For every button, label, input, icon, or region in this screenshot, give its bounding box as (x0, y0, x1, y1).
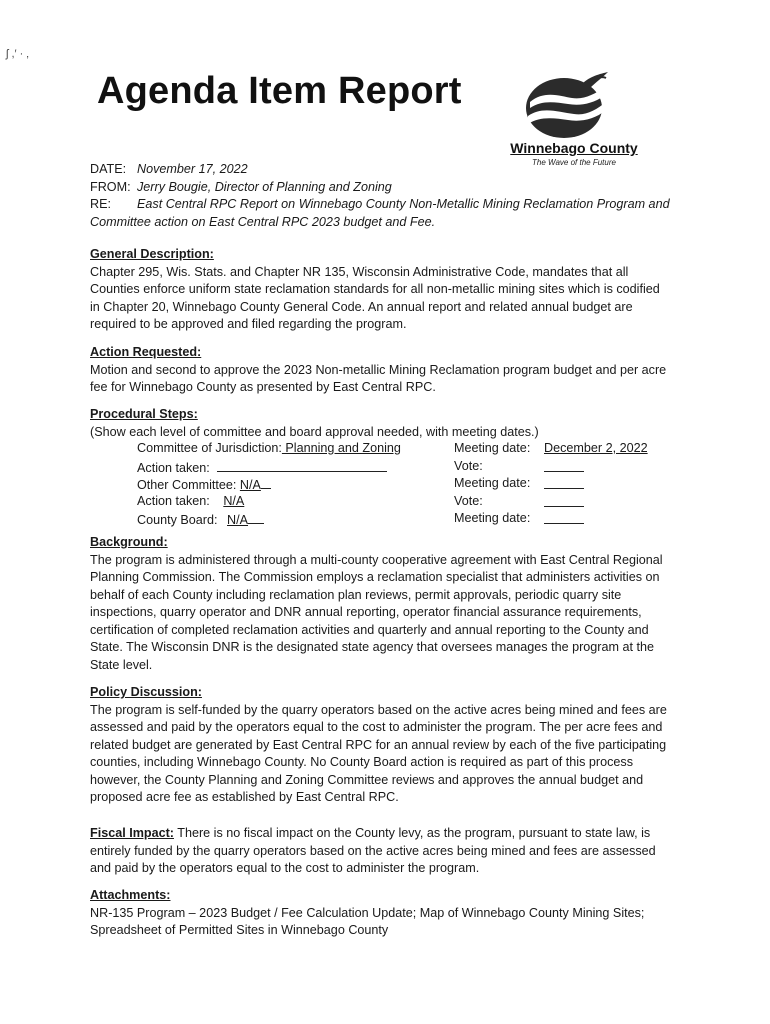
other-committee-label: Other Committee: (137, 478, 237, 492)
action-taken-row-2 (137, 493, 677, 511)
county-board-blank (248, 510, 264, 524)
attachments-line: Spreadsheet of Permitted Sites in Winnebago County (90, 923, 389, 937)
memo-re-row (90, 196, 690, 214)
winnebago-county-logo (520, 68, 612, 140)
procedural-steps-section (90, 406, 690, 441)
fiscal-impact-heading: Fiscal Impact: (90, 826, 174, 840)
procedural-steps-heading: Procedural Steps: (90, 407, 198, 421)
county-board-row (137, 510, 677, 528)
action-taken-blank (217, 458, 387, 472)
policy-discussion-line: proposed acre fee as established by East Central RPC. (90, 790, 399, 804)
memo-date-row (90, 161, 690, 179)
re-value-line1: East Central RPC Report on Winnebago County Non-Metallic Mining Reclamation Program and (137, 197, 670, 211)
background-line: State. The Wisconsin DNR is the designated state agency that oversees manages the program at the (90, 640, 654, 654)
attachments-line: NR-135 Program – 2023 Budget / Fee Calculation Update; Map of Winnebago County Mining Sites; (90, 905, 645, 920)
action-requested-heading: Action Requested: (90, 345, 202, 359)
action-taken-label: Action taken: (137, 460, 210, 475)
meeting-date-value: December 2, 2022 (544, 441, 648, 455)
background-line: The program is administered through a multi-county cooperative agreement with East Central Regional (90, 552, 663, 567)
re-label: RE: (90, 197, 111, 211)
from-label: FROM: (90, 179, 131, 194)
policy-discussion-line: assessed and paid by the operators equal to the cost to administer the program. The per acre fees and (90, 720, 663, 734)
action-requested-section (90, 344, 690, 397)
background-line: State level. (90, 657, 153, 672)
action-requested-line: Motion and second to approve the 2023 Non-metallic Mining Reclamation program budget and per acre (90, 362, 667, 377)
fiscal-impact-text: There is no fiscal impact on the County levy, as the program, pursuant to state law, is (174, 826, 651, 840)
meeting-date-label: Meeting date: (454, 441, 531, 455)
general-description-line: required to be approved and filed regarding the program. (90, 317, 407, 331)
general-description-line: Counties enforce uniform state reclamation standards for all non-metallic mining sites which is codified (90, 282, 660, 296)
scan-margin-marks: ʃ ,′ · ‚ (6, 48, 29, 60)
fiscal-impact-line: and paid by the operators equal to the cost to administer the program. (90, 861, 480, 875)
action-taken-label: Action taken: (137, 493, 210, 508)
general-description-heading: General Description: (90, 247, 214, 261)
action-taken-row (137, 458, 677, 476)
policy-discussion-line: however, the County Planning and Zoning Committee reviews and approves the annual budget and (90, 772, 644, 787)
policy-discussion-line: The program is self-funded by the quarry operators based on the active acres being mined and fees are (90, 702, 667, 717)
other-committee-value: N/A (239, 478, 261, 492)
county-board-value: N/A (227, 513, 249, 527)
general-description-section (90, 246, 690, 334)
procedural-steps-table (137, 440, 677, 528)
background-line: Planning Commission. The Commission employs a reclamation specialist that administers activities on (90, 570, 660, 584)
policy-discussion-line: counties, including Winnebago County. No County Board action is required as part of this process (90, 755, 633, 769)
from-value: Jerry Bougie, Director of Planning and Zoning (137, 179, 392, 194)
general-description-line: Chapter 295, Wis. Stats. and Chapter NR 135, Wisconsin Administrative Code, mandates that all (90, 264, 629, 279)
page-title: Agenda Item Report (97, 70, 462, 112)
background-line: certification of completed reclamation activities and quarterly and annual reporting to the County and (90, 622, 649, 637)
fiscal-impact-line: entirely funded by the quarry operators based on the active acres being mined and fees are assessed (90, 843, 656, 858)
memo-from-row (90, 179, 690, 197)
vote-label: Vote: (454, 493, 483, 508)
meeting-date-label: Meeting date: (454, 511, 531, 525)
meeting-date-label: Meeting date: (454, 476, 531, 490)
re-value-line2: Committee action on East Central RPC 2023 budget and Fee. (90, 214, 436, 229)
committee-row (137, 440, 677, 458)
date-value: November 17, 2022 (137, 162, 248, 176)
attachments-heading: Attachments: (90, 888, 171, 902)
committee-label: Committee of Jurisdiction: (137, 441, 282, 455)
background-line: inspections, quarry operator and DNR annual reporting, operator financial assurance requirements, (90, 605, 642, 619)
fiscal-impact-line-1 (90, 825, 690, 843)
policy-discussion-line: related budget are generated by East Central RPC for an annual review by each of the five participating (90, 737, 667, 752)
background-section (90, 534, 690, 674)
vote-blank (544, 493, 584, 507)
meeting-date-blank (544, 510, 584, 524)
policy-discussion-section (90, 684, 690, 807)
date-label: DATE: (90, 162, 127, 176)
memo-header (90, 161, 690, 231)
action-taken-value: N/A (223, 493, 245, 508)
attachments-section (90, 887, 690, 940)
county-name: Winnebago County (510, 140, 638, 156)
other-committee-row (137, 475, 677, 493)
background-heading: Background: (90, 535, 168, 549)
action-requested-line: fee for Winnebago County as presented by East Central RPC. (90, 380, 436, 394)
county-tagline: The Wave of the Future (532, 158, 616, 167)
other-committee-blank (261, 475, 271, 489)
meeting-date-blank (544, 475, 584, 489)
general-description-line: in Chapter 20, Winnebago County General Code. An annual report and related annual budget are (90, 299, 633, 314)
vote-blank (544, 458, 584, 472)
county-board-label: County Board: (137, 513, 218, 527)
fiscal-impact-section (90, 825, 690, 878)
policy-discussion-heading: Policy Discussion: (90, 685, 202, 699)
vote-label: Vote: (454, 458, 483, 473)
procedural-steps-intro: (Show each level of committee and board approval needed, with meeting dates.) (90, 424, 539, 439)
background-line: behalf of each County including reclamation plan reviews, permit approvals, periodic quarry site (90, 587, 622, 602)
committee-value: Planning and Zoning (281, 441, 401, 455)
